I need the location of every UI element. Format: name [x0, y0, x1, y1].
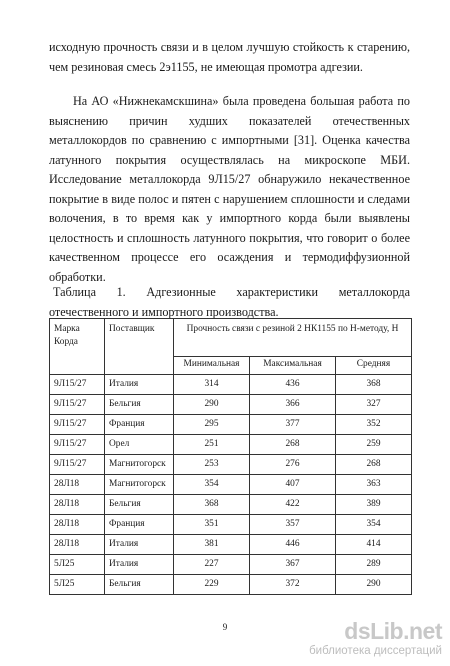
cell-avg: 268	[336, 455, 412, 475]
cell-max: 446	[250, 535, 336, 555]
page-number: 9	[222, 622, 228, 632]
table-row	[50, 435, 412, 455]
cell-max: 276	[250, 455, 336, 475]
table-row	[50, 395, 412, 415]
cell-max: 422	[250, 495, 336, 515]
cell-min: 290	[174, 395, 250, 415]
cell-avg: 414	[336, 535, 412, 555]
table-row	[50, 515, 412, 535]
header-bond-strength: Прочность связи с резиной 2 НК1155 по Н-методу, Н	[174, 319, 412, 357]
table-row	[50, 535, 412, 555]
cell-min: 227	[174, 555, 250, 575]
paragraph-2	[49, 92, 410, 287]
cell-brand: 5Л25	[50, 555, 105, 575]
cell-brand: 9Л15/27	[50, 455, 105, 475]
cell-supplier: Италия	[105, 375, 174, 395]
cell-supplier: Италия	[105, 555, 174, 575]
cell-avg: 290	[336, 575, 412, 595]
cell-min: 351	[174, 515, 250, 535]
cell-avg: 354	[336, 515, 412, 535]
cell-brand: 5Л25	[50, 575, 105, 595]
cell-supplier: Бельгия	[105, 495, 174, 515]
cell-brand: 9Л15/27	[50, 375, 105, 395]
header-avg: Средняя	[336, 357, 412, 375]
cell-min: 295	[174, 415, 250, 435]
header-max: Максимальная	[250, 357, 336, 375]
paragraph-1	[49, 38, 410, 77]
table-row	[50, 455, 412, 475]
paragraph-2-text: На АО «Нижнекамскшина» была проведена большая работа по выяснению причин худших показателей отечественных металлокордов по сравнению с импортными [31]. Оценка качества латунного покрытия осуществлялась на микроскопе МБИ. Исследование металлокорда 9Л15/27 обнаружило некачественное покрытие в виде полос и пятен с нарушением сплошности и следами волочения, в то время как у импортного корда были выявлены целостность и сплошность латунного покрытия, что говорит о более качественном процессе его осаждения и термодиффузионной обработки.	[49, 94, 410, 284]
cell-supplier: Магнитогорск	[105, 475, 174, 495]
cell-max: 407	[250, 475, 336, 495]
cell-avg: 289	[336, 555, 412, 575]
cell-avg: 327	[336, 395, 412, 415]
cell-max: 377	[250, 415, 336, 435]
cell-max: 367	[250, 555, 336, 575]
adhesion-table	[49, 318, 412, 595]
cell-brand: 9Л15/27	[50, 435, 105, 455]
table-row	[50, 415, 412, 435]
cell-brand: 28Л18	[50, 495, 105, 515]
table-row	[50, 475, 412, 495]
cell-supplier: Франция	[105, 515, 174, 535]
cell-min: 381	[174, 535, 250, 555]
cell-supplier: Орел	[105, 435, 174, 455]
cell-max: 366	[250, 395, 336, 415]
watermark-logo: dsLib.net	[344, 618, 442, 644]
cell-brand: 28Л18	[50, 515, 105, 535]
cell-min: 368	[174, 495, 250, 515]
cell-avg: 363	[336, 475, 412, 495]
header-supplier: Поставщик	[105, 319, 174, 375]
watermark	[309, 618, 442, 660]
cell-supplier: Бельгия	[105, 395, 174, 415]
cell-min: 314	[174, 375, 250, 395]
cell-max: 268	[250, 435, 336, 455]
header-brand: Марка Корда	[50, 319, 105, 375]
table-row	[50, 555, 412, 575]
cell-supplier: Магнитогорск	[105, 455, 174, 475]
table-body	[50, 375, 412, 595]
cell-avg: 389	[336, 495, 412, 515]
watermark-subtitle: библиотека диссертаций	[309, 645, 442, 657]
table-caption-text: Таблица 1. Адгезионные характеристики металлокорда отечественного и импортного производства.	[49, 285, 410, 319]
cell-min: 251	[174, 435, 250, 455]
cell-brand: 28Л18	[50, 535, 105, 555]
cell-min: 229	[174, 575, 250, 595]
cell-brand: 9Л15/27	[50, 415, 105, 435]
paragraph-1-text: исходную прочность связи и в целом лучшую стойкость к старению, чем резиновая смесь 2э1155, не имеющая промотра адгезии.	[49, 40, 410, 74]
cell-avg: 259	[336, 435, 412, 455]
header-min: Минимальная	[174, 357, 250, 375]
cell-avg: 352	[336, 415, 412, 435]
table-caption	[49, 283, 410, 322]
cell-supplier: Италия	[105, 535, 174, 555]
cell-brand: 9Л15/27	[50, 395, 105, 415]
cell-supplier: Бельгия	[105, 575, 174, 595]
cell-max: 357	[250, 515, 336, 535]
cell-brand: 28Л18	[50, 475, 105, 495]
table-row	[50, 495, 412, 515]
cell-min: 253	[174, 455, 250, 475]
table-row	[50, 575, 412, 595]
table-row	[50, 375, 412, 395]
cell-avg: 368	[336, 375, 412, 395]
cell-max: 436	[250, 375, 336, 395]
cell-supplier: Франция	[105, 415, 174, 435]
cell-min: 354	[174, 475, 250, 495]
cell-max: 372	[250, 575, 336, 595]
